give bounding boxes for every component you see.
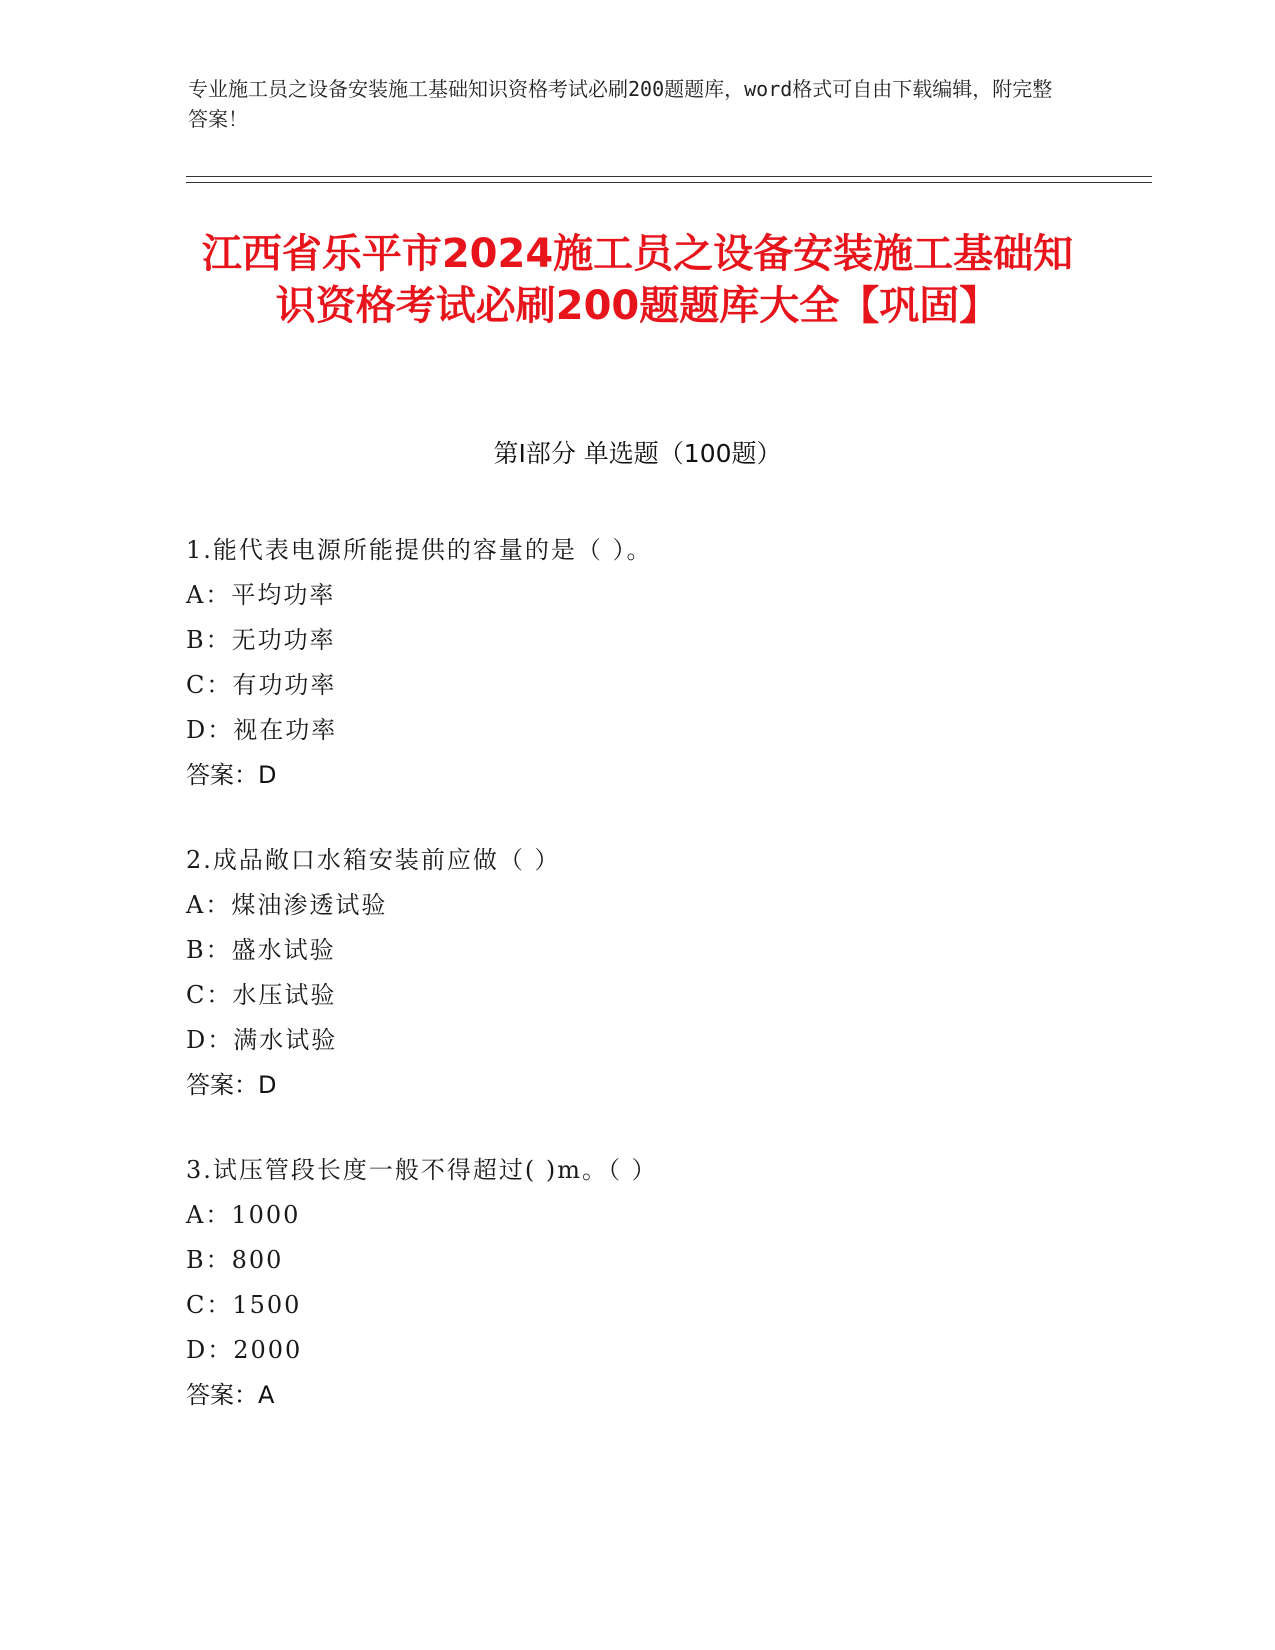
question-3: [186, 1148, 1086, 1418]
option-d: D：2000: [186, 1336, 303, 1364]
option-d: D：视在功率: [186, 716, 338, 744]
option-a: A：1000: [186, 1201, 301, 1229]
option-b: B：盛水试验: [186, 936, 336, 964]
question-2: [186, 838, 1086, 1108]
answer: 答案：D: [186, 761, 277, 789]
header-divider-top: [186, 176, 1152, 177]
answer: 答案：D: [186, 1071, 277, 1099]
question-list: [186, 528, 1086, 1458]
option-a: A：煤油渗透试验: [186, 891, 388, 919]
option-b: B：800: [186, 1246, 284, 1274]
option-c: C：1500: [186, 1291, 302, 1319]
option-b: B：无功功率: [186, 626, 336, 654]
section-title: 第Ⅰ部分 单选题（100题）: [493, 439, 782, 468]
header-divider-bottom: [186, 182, 1152, 183]
answer: 答案：A: [186, 1381, 275, 1409]
question-stem: 1.能代表电源所能提供的容量的是（ ）。: [186, 536, 653, 564]
option-a: A：平均功率: [186, 581, 336, 609]
option-c: C：水压试验: [186, 981, 337, 1009]
question-stem: 3.试压管段长度一般不得超过( )m。（ ）: [186, 1156, 658, 1184]
document-title: 江西省乐平市2024施工员之设备安装施工基础知识资格考试必刷200题题库大全【巩固】: [201, 231, 1074, 329]
option-c: C：有功功率: [186, 671, 337, 699]
document-header-note: 专业施工员之设备安装施工基础知识资格考试必刷200题题库，word格式可自由下载编辑，附完整答案！: [188, 77, 1053, 131]
question-1: [186, 528, 1086, 798]
option-d: D：满水试验: [186, 1026, 338, 1054]
question-stem: 2.成品敞口水箱安装前应做（ ）: [186, 846, 561, 874]
